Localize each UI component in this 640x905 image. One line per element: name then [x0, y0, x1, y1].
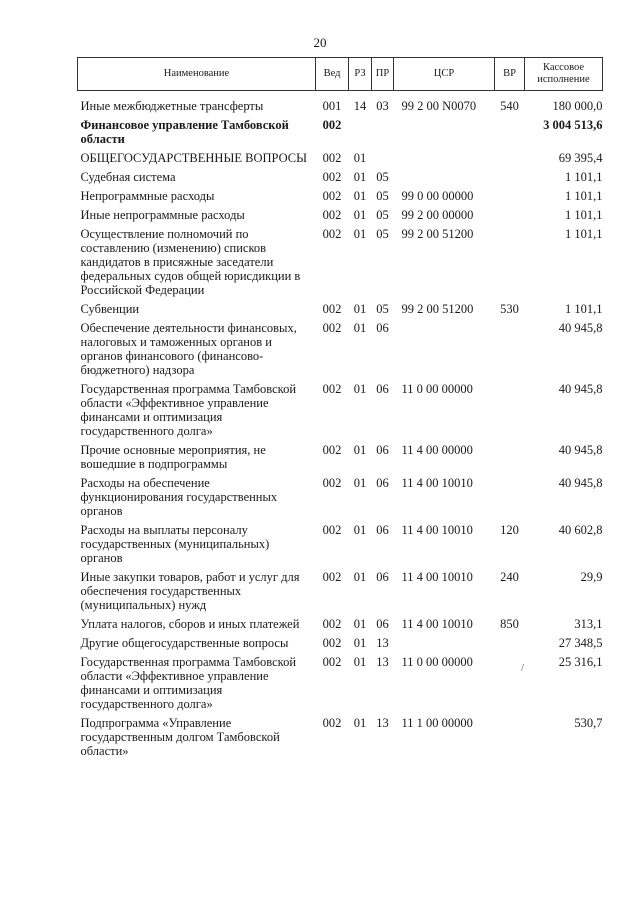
cell-pr [372, 118, 394, 151]
cell-name: Государственная программа Тамбовской области «Эффективное управление финансами и оптимизация государственного долга» [80, 382, 297, 438]
cell-sum: 29,9 [580, 570, 603, 584]
cell-ved: 002 [322, 151, 342, 165]
cell-csr: 99 2 00 51200 [401, 302, 474, 316]
cell-rz: 01 [353, 655, 367, 669]
cell-name: Финансовое управление Тамбовской области [80, 118, 289, 146]
cell-csr [394, 636, 495, 655]
cell-vr [495, 443, 525, 476]
cell-name: Прочие основные мероприятия, не вошедшие в подпрограммы [80, 443, 266, 471]
cell-name: Непрограммные расходы [80, 189, 215, 203]
cell-ved: 002 [322, 321, 342, 335]
cell-name: Иные закупки товаров, работ и услуг для обеспечения государственных (муниципальных) нужд [80, 570, 300, 612]
cell-vr [495, 636, 525, 655]
cell-name: Уплата налогов, сборов и иных платежей [80, 617, 300, 631]
cell-pr: 13 [376, 655, 389, 669]
cell-name: Расходы на обеспечение функционирования государственных органов [80, 476, 278, 518]
cell-rz: 01 [353, 570, 367, 584]
budget-execution-table [77, 57, 603, 763]
cell-pr: 13 [376, 636, 389, 650]
cell-ved: 002 [322, 476, 342, 490]
cell-csr: 99 2 00 N0070 [401, 99, 477, 113]
cell-ved: 002 [322, 617, 342, 631]
cell-vr [495, 382, 525, 443]
table-row [78, 302, 603, 321]
cell-rz: 01 [353, 523, 367, 537]
cell-csr: 11 4 00 00000 [401, 443, 473, 457]
cell-vr [495, 321, 525, 382]
cell-pr: 06 [376, 523, 389, 537]
table-row [78, 716, 603, 763]
cell-name: Подпрограмма «Управление государственным долгом Тамбовской области» [80, 716, 280, 758]
header-vr: ВР [495, 58, 525, 91]
cell-csr [394, 151, 495, 170]
cell-vr: 850 [500, 617, 519, 631]
pen-mark: / [521, 662, 525, 674]
cell-name: Осуществление полномочий по составлению (изменению) списков кандидатов в присяжные заседатели федеральных судов общей юрисдикции в Российской Федерации [80, 227, 301, 297]
cell-rz: 01 [353, 321, 367, 335]
cell-vr [495, 476, 525, 523]
cell-rz: 01 [353, 208, 367, 222]
cell-rz: 01 [353, 476, 367, 490]
cell-pr: 06 [376, 321, 389, 335]
cell-ved: 002 [322, 302, 342, 316]
cell-pr: 06 [376, 382, 389, 396]
cell-pr: 06 [376, 617, 389, 631]
cell-csr: 11 4 00 10010 [401, 523, 473, 537]
cell-csr [394, 321, 495, 382]
cell-rz: 01 [353, 170, 367, 184]
cell-sum: 27 348,5 [558, 636, 603, 650]
table-row [78, 208, 603, 227]
cell-csr: 11 0 00 00000 [401, 655, 473, 669]
cell-ved: 002 [322, 118, 342, 132]
cell-ved: 001 [322, 99, 342, 113]
cell-ved: 002 [322, 636, 342, 650]
cell-csr [394, 170, 495, 189]
table-row [78, 476, 603, 523]
cell-rz: 01 [353, 617, 367, 631]
table-row [78, 151, 603, 170]
table-row [78, 321, 603, 382]
cell-sum: 40 945,8 [558, 476, 603, 490]
cell-rz: 01 [353, 227, 367, 241]
cell-vr [495, 118, 525, 151]
cell-pr: 05 [376, 208, 389, 222]
cell-sum: 1 101,1 [565, 170, 603, 184]
table-row [78, 443, 603, 476]
cell-csr: 11 4 00 10010 [401, 617, 473, 631]
cell-csr: 11 1 00 00000 [401, 716, 473, 730]
cell-ved: 002 [322, 227, 342, 241]
cell-rz: 01 [353, 443, 367, 457]
cell-ved: 002 [322, 382, 342, 396]
cell-pr: 06 [376, 443, 389, 457]
header-csr: ЦСР [394, 58, 495, 91]
cell-vr: 240 [500, 570, 519, 584]
cell-name: Расходы на выплаты персоналу государственных (муниципальных) органов [80, 523, 270, 565]
cell-name: Обеспечение деятельности финансовых, налоговых и таможенных органов и органов финансового (финансово-бюджетного) надзора [80, 321, 297, 377]
header-name: Наименование [78, 58, 316, 91]
cell-vr [495, 151, 525, 170]
cell-pr: 05 [376, 189, 389, 203]
cell-vr: 530 [500, 302, 519, 316]
cell-csr: 11 0 00 00000 [401, 382, 473, 396]
cell-sum: 40 945,8 [558, 382, 603, 396]
header-pr: ПР [372, 58, 394, 91]
cell-rz: 14 [353, 99, 367, 113]
cell-pr: 13 [376, 716, 389, 730]
cell-csr: 99 0 00 00000 [401, 189, 474, 203]
cell-rz: 01 [353, 636, 367, 650]
table-row [78, 189, 603, 208]
cell-name: Государственная программа Тамбовской области «Эффективное управление финансами и оптимизация государственного долга» [80, 655, 297, 711]
cell-csr: 99 2 00 00000 [401, 208, 474, 222]
cell-ved: 002 [322, 655, 342, 669]
table-row [78, 523, 603, 570]
cell-ved: 002 [322, 716, 342, 730]
cell-rz: 01 [353, 382, 367, 396]
cell-vr: 120 [500, 523, 519, 537]
cell-ved: 002 [322, 570, 342, 584]
cell-sum: 1 101,1 [565, 189, 603, 203]
cell-rz: 01 [353, 151, 367, 165]
cell-ved: 002 [322, 189, 342, 203]
cell-ved: 002 [322, 443, 342, 457]
cell-vr [495, 189, 525, 208]
cell-sum: 25 316,1 [558, 655, 603, 669]
cell-sum: 530,7 [574, 716, 603, 730]
header-rz: РЗ [349, 58, 372, 91]
cell-ved: 002 [322, 170, 342, 184]
cell-sum: 1 101,1 [565, 302, 603, 316]
cell-pr: 03 [376, 99, 389, 113]
table-row [78, 99, 603, 118]
cell-pr [372, 151, 394, 170]
cell-csr: 99 2 00 51200 [401, 227, 474, 241]
cell-vr: 540 [500, 99, 519, 113]
table-row [78, 617, 603, 636]
cell-name: Судебная система [80, 170, 176, 184]
cell-csr: 11 4 00 10010 [401, 476, 473, 490]
cell-name: Иные непрограммные расходы [80, 208, 245, 222]
table-row [78, 382, 603, 443]
cell-rz: 01 [353, 716, 367, 730]
cell-ved: 002 [322, 208, 342, 222]
header-ved: Вед [316, 58, 349, 91]
cell-vr [495, 170, 525, 189]
cell-name: ОБЩЕГОСУДАРСТВЕННЫЕ ВОПРОСЫ [80, 151, 308, 165]
cell-vr [495, 208, 525, 227]
cell-vr [495, 655, 525, 716]
cell-name: Субвенции [80, 302, 140, 316]
cell-sum: 40 602,8 [558, 523, 603, 537]
table-row [78, 570, 603, 617]
cell-pr: 05 [376, 302, 389, 316]
cell-pr: 06 [376, 476, 389, 490]
cell-ved: 002 [322, 523, 342, 537]
table-row [78, 118, 603, 151]
cell-vr [495, 716, 525, 763]
cell-csr [394, 118, 495, 151]
page-number: 20 [313, 35, 327, 50]
table-row [78, 170, 603, 189]
cell-pr: 05 [376, 170, 389, 184]
cell-sum: 1 101,1 [565, 227, 603, 241]
cell-csr: 11 4 00 10010 [401, 570, 473, 584]
table-header-row [78, 58, 603, 91]
cell-rz [349, 118, 372, 151]
header-sum: Кассовое исполнение [525, 58, 603, 91]
cell-rz: 01 [353, 302, 367, 316]
cell-sum: 1 101,1 [565, 208, 603, 222]
cell-sum: 69 395,4 [558, 151, 603, 165]
cell-pr: 06 [376, 570, 389, 584]
cell-sum: 3 004 513,6 [543, 118, 603, 132]
table-row [78, 636, 603, 655]
cell-name: Другие общегосударственные вопросы [80, 636, 289, 650]
cell-pr: 05 [376, 227, 389, 241]
cell-rz: 01 [353, 189, 367, 203]
cell-sum: 40 945,8 [558, 443, 603, 457]
cell-sum: 180 000,0 [552, 99, 603, 113]
cell-name: Иные межбюджетные трансферты [80, 99, 264, 113]
cell-vr [495, 227, 525, 302]
cell-sum: 40 945,8 [558, 321, 603, 335]
table-row [78, 227, 603, 302]
cell-sum: 313,1 [574, 617, 603, 631]
